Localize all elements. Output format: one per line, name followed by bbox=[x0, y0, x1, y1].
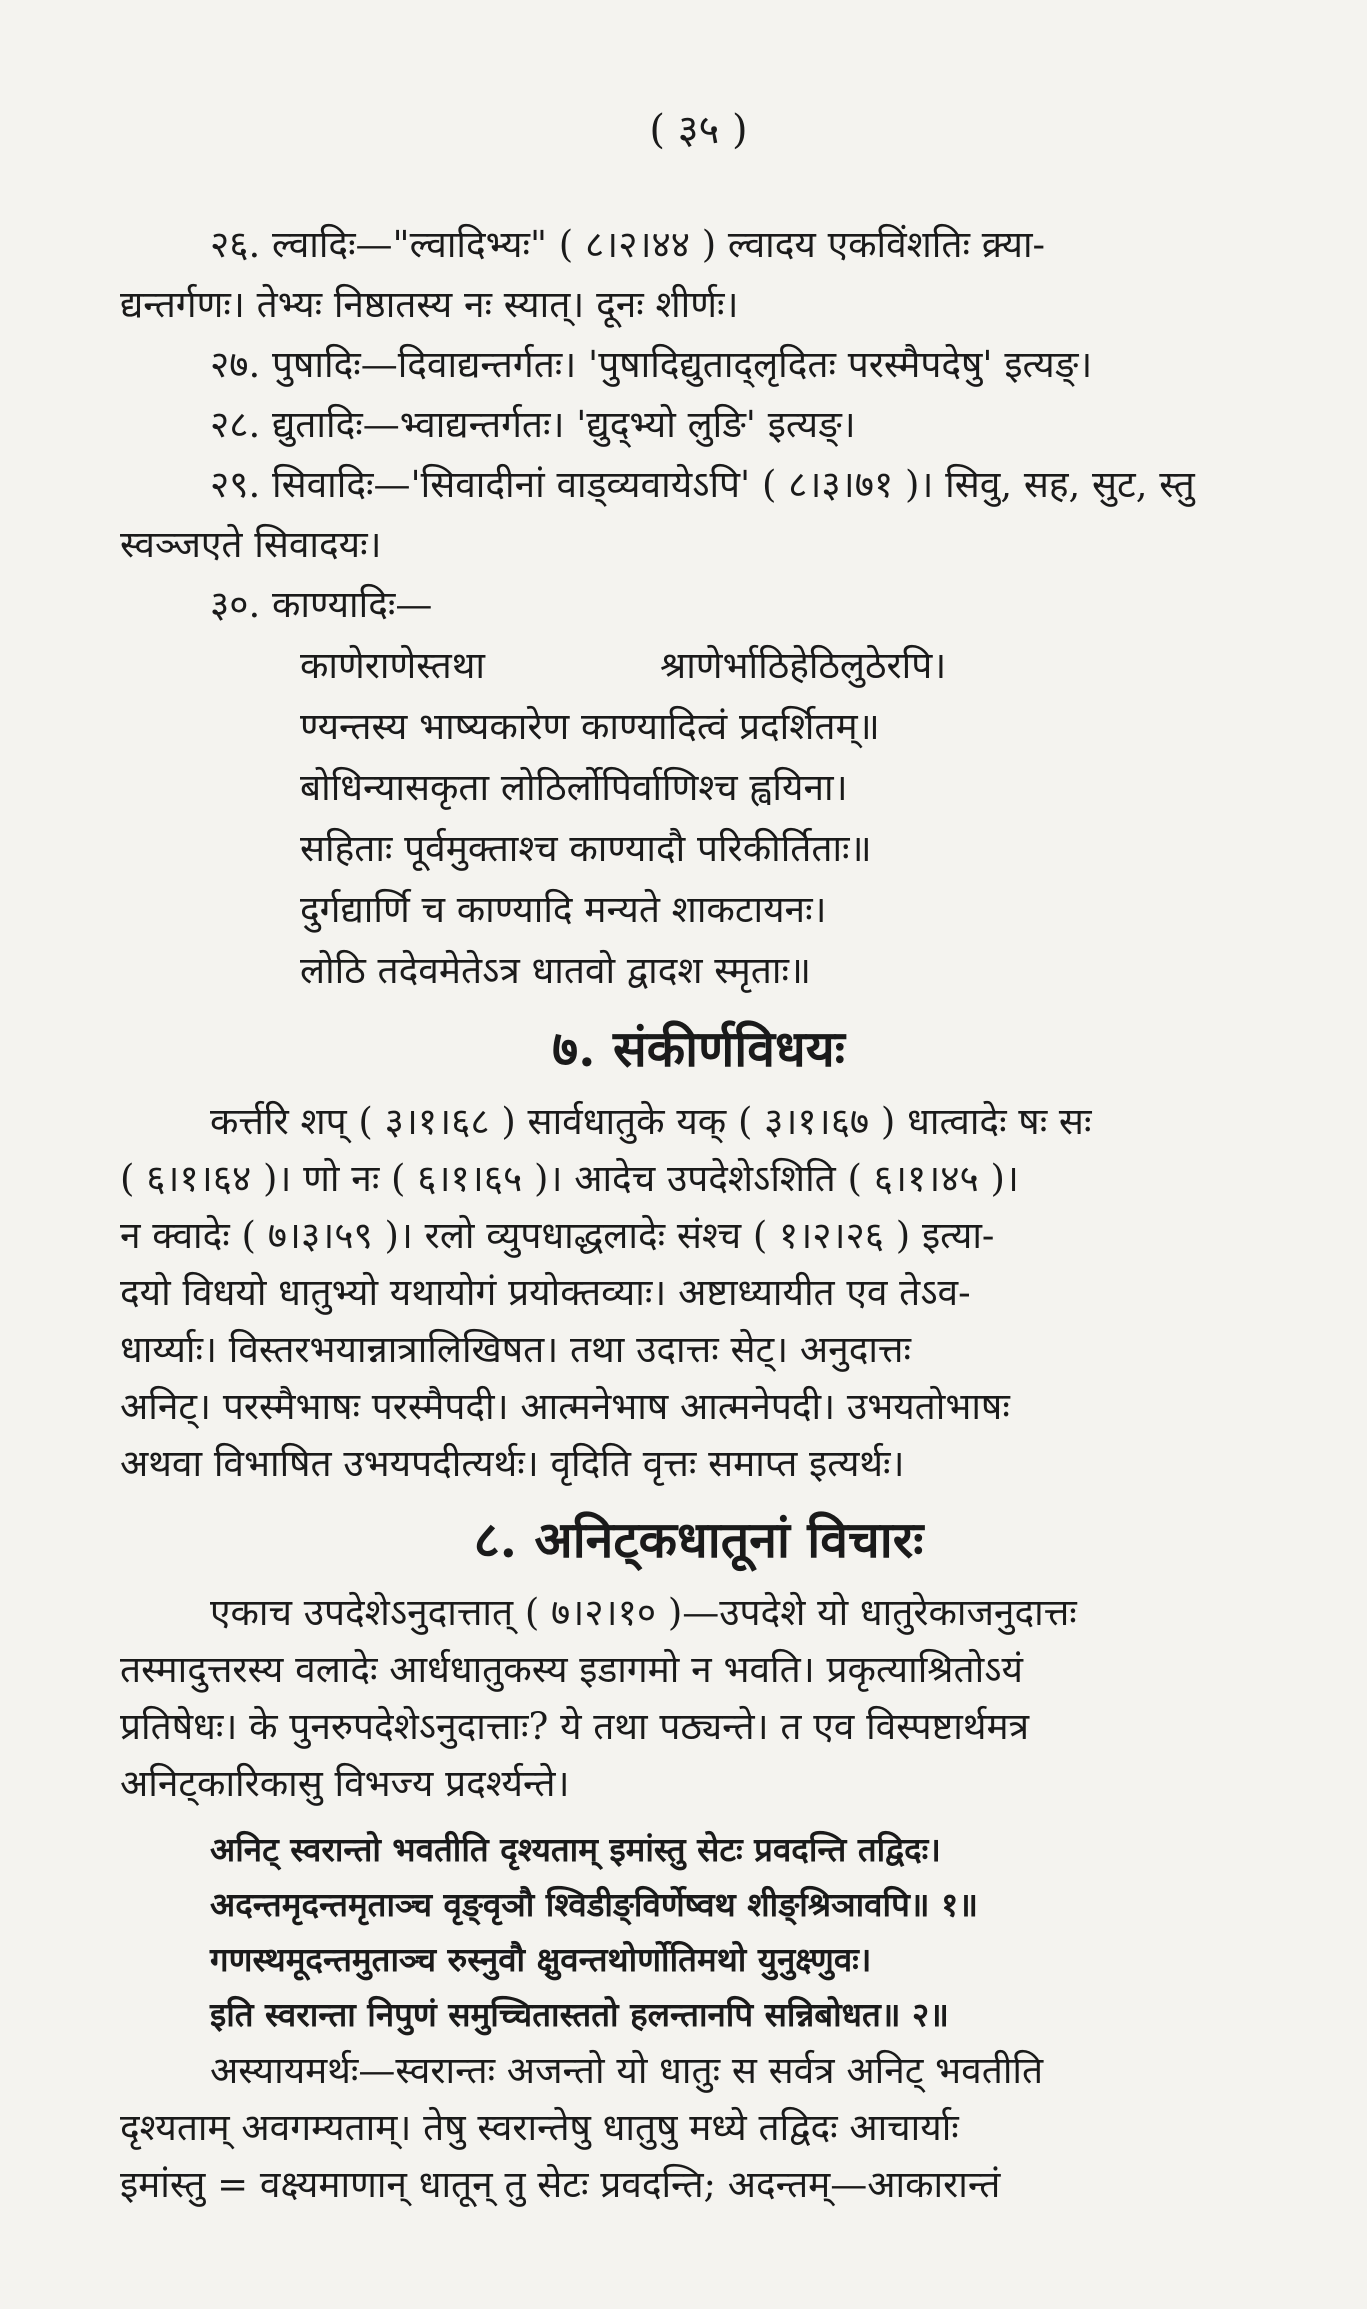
section-7-line: अथवा विभाषित उभयपदीत्यर्थः। वृदिति वृत्तः समाप्त इत्यर्थः। bbox=[120, 1442, 905, 1485]
section-7-line: न क्वादेः ( ७।३।५९ )। रलो व्युपधाद्धलादेः संश्च ( १।२।२६ ) इत्या- bbox=[120, 1214, 995, 1257]
karika-line: इति स्वरान्ता निपुणं समुच्चितास्ततो हलन्तानपि सन्निबोधत॥ २॥ bbox=[210, 1995, 949, 2034]
commentary-line: दृश्यताम् अवगम्यताम्। तेषु स्वरान्तेषु धातुषु मध्ये तद्विदः आचार्याः bbox=[120, 2106, 959, 2149]
karika-line: अदन्तमृदन्तमृताञ्च वृङ्वृञौ श्विडीङ्विर्णेष्वथ शीङ्श्रिञावपि॥ १॥ bbox=[210, 1885, 978, 1924]
verse-line: लोठि तदेवमेतेऽत्र धातवो द्वादश स्मृताः॥ bbox=[300, 949, 812, 992]
spacer bbox=[120, 1812, 1277, 1822]
section-7-line: ( ६।१।६४ )। णो नः ( ६।१।६५ )। आदेच उपदेशेऽशिति ( ६।१।४५ )। bbox=[120, 1157, 1019, 1200]
section-7-line: कर्त्तरि शप् ( ३।१।६८ ) सार्वधातुके यक् ( ३।१।६७ ) धात्वादेः षः सः bbox=[210, 1100, 1092, 1143]
verse-block bbox=[120, 635, 1277, 1001]
verse-line: बोधिन्यासकृता लोठिर्लोपिर्वाणिश्च ह्वयिना। bbox=[300, 766, 848, 809]
verse-line: दुर्गद्यार्णि च काण्यादि मन्यते शाकटायनः। bbox=[300, 888, 827, 931]
karika-line: अनिट् स्वरान्तो भवतीति दृश्यताम् इमांस्तु सेटः प्रवदन्ति तद्विदः। bbox=[210, 1830, 941, 1869]
entry-27: २७. पुषादिः—दिवाद्यन्तर्गतः। 'पुषादिद्युताद्लृदितः परस्मैपदेषु' इत्यङ्। bbox=[210, 343, 1093, 386]
section-8-heading: ८. अनिट्कधातूनां विचारः bbox=[473, 1510, 924, 1569]
verse-line: सहिताः पूर्वमुक्ताश्च काण्यादौ परिकीर्तिताः॥ bbox=[300, 827, 872, 870]
section-7-line: धार्य्याः। विस्तरभयान्नात्रालिखिषत। तथा उदात्तः सेट्। अनुदात्तः bbox=[120, 1328, 911, 1371]
section-7-body bbox=[120, 1093, 1277, 1492]
section-8-body bbox=[120, 1584, 1277, 2213]
karika-line: गणस्थमूदन्तमुताञ्च रुस्नुवौ क्षुवन्तथोर्णोतिमथो युनुक्ष्णुवः। bbox=[210, 1940, 872, 1979]
section-8-line: एकाच उपदेशेऽनुदात्तात् ( ७।२।१० )—उपदेशे यो धातुरेकाजनुदात्तः bbox=[210, 1591, 1077, 1634]
entry-28: २८. द्युतादिः—भ्वाद्यन्तर्गतः। 'द्युद्भ्यो लुङि' इत्यङ्। bbox=[210, 403, 856, 446]
page-number: ( ३५ ) bbox=[649, 107, 748, 153]
section-7-line: अनिट्। परस्मैभाषः परस्मैपदी। आत्मनेभाष आत्मनेपदी। उभयतोभाषः bbox=[120, 1385, 1010, 1428]
entry-29-line2: स्वञ्जएते सिवादयः। bbox=[120, 523, 382, 566]
section-8-line: अनिट्कारिकासु विभज्य प्रदर्श्यन्ते। bbox=[120, 1762, 570, 1805]
verse-line bbox=[120, 635, 1277, 696]
entry-26-line2: द्यन्तर्गणः। तेभ्यः निष्ठातस्य नः स्यात्। दूनः शीर्णः। bbox=[120, 283, 739, 326]
verse-half: काणेराणेस्तथा bbox=[300, 644, 485, 687]
entry-29-line1: २९. सिवादिः—'सिवादीनां वाड्व्यवायेऽपि' ( ८।३।७१ )। सिवु, सह, सुट, स्तु bbox=[210, 463, 1195, 506]
entry-30: ३०. काण्यादिः— bbox=[210, 583, 433, 626]
section-7-line: दयो विधयो धातुभ्यो यथायोगं प्रयोक्तव्याः। अष्टाध्यायीत एव तेऽव- bbox=[120, 1271, 971, 1314]
verse-half: श्राणेर्भाठिहेठिलुठेरपि। bbox=[660, 644, 947, 687]
commentary-line: इमांस्तु = वक्ष्यमाणान् धातून् तु सेटः प्रवदन्ति; अदन्तम्—आकारान्तं bbox=[120, 2163, 1001, 2206]
verse-line: ण्यन्तस्य भाष्यकारेण काण्यादित्वं प्रदर्शितम्॥ bbox=[300, 705, 880, 748]
section-8-line: तस्मादुत्तरस्य वलादेः आर्धधातुकस्य इडागमो न भवति। प्रकृत्याश्रितोऽयं bbox=[120, 1648, 1023, 1691]
section-7-heading: ७. संकीर्णविधयः bbox=[552, 1019, 845, 1078]
entry-26-line1: २६. ल्वादिः—"ल्वादिभ्यः" ( ८।२।४४ ) ल्वादय एकविंशतिः क्र्या- bbox=[210, 223, 1046, 266]
section-8-line: प्रतिषेधः। के पुनरुपदेशेऽनुदात्ताः? ये तथा पठ्यन्ते। त एव विस्पष्टार्थमत्र bbox=[120, 1705, 1030, 1748]
commentary-line: अस्यायमर्थः—स्वरान्तः अजन्तो यो धातुः स सर्वत्र अनिट् भवतीति bbox=[210, 2049, 1044, 2092]
